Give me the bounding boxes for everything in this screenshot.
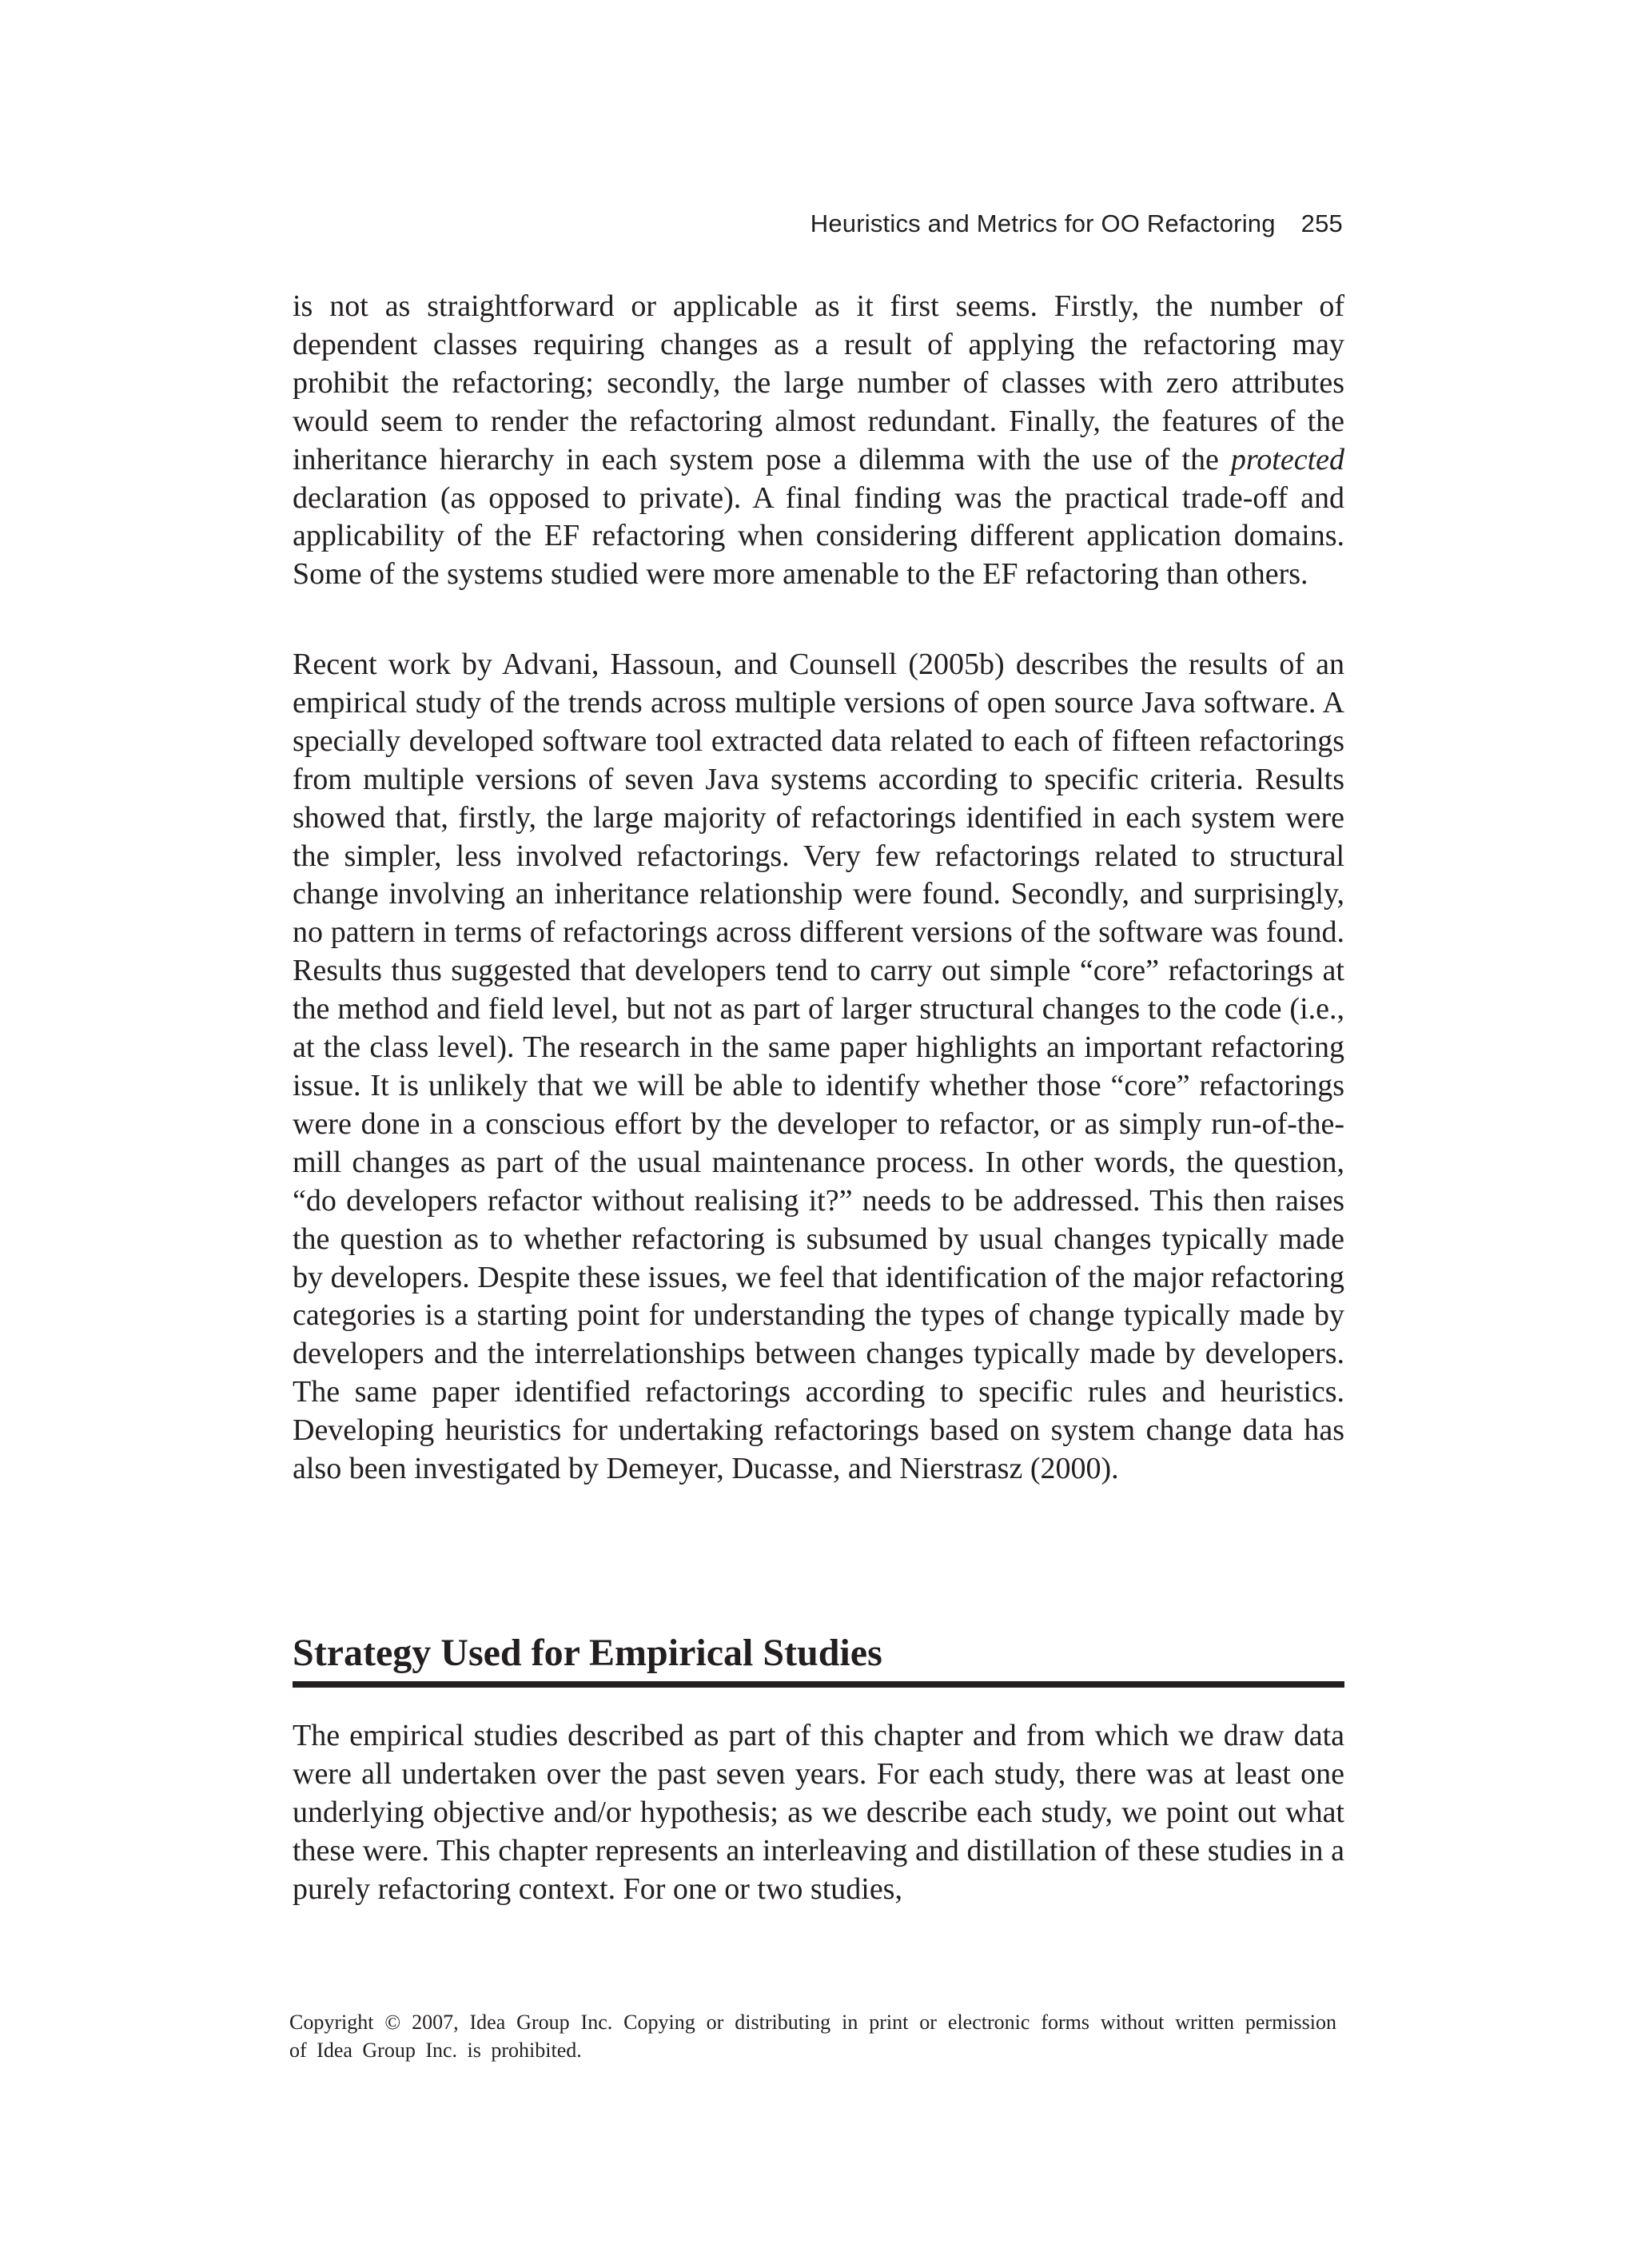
running-title: Heuristics and Metrics for OO Refactoring [810, 209, 1276, 237]
heading-underline-rule [293, 1681, 1344, 1688]
section-heading: Strategy Used for Empirical Studies [293, 1632, 882, 1674]
paragraph-text: declaration (as opposed to private). A final finding was the practical trade-off and applicability of the EF refactoring when considering different application domains. Some of the systems studied were more amenable to the EF refactoring than others. [293, 480, 1344, 592]
paragraph-text: is not as straightforward or applicable as it first seems. Firstly, the number of dependent classes requiring changes as a result of applying the refactoring may prohibit the refactoring; secondly, the large number of classes with zero attributes would seem to render the refactoring almost redundant. Finally, the features of the inheritance hierarchy in each system pose a dilemma with the use of the [293, 289, 1344, 476]
paragraph-recent-work: Recent work by Advani, Hassoun, and Counsell (2005b) describes the results of an empirical study of the trends across multiple versions of open source Java software. A specially developed software tool extracted data related to each of fifteen refactorings from multiple versions of seven Java systems according to specific criteria. Results showed that, firstly, the large majority of refactorings identified in each system were the simpler, less involved refactorings. Very few refactorings related to structural change involving an inheritance relationship were found. Secondly, and surprisingly, no pattern in terms of refactorings across different versions of the software was found. Results thus suggested that developers tend to carry out simple “core” refactorings at the method and field level, but not as part of larger structural changes to the code (i.e., at the class level). The research in the same paper highlights an important refactoring issue. It is unlikely that we will be able to identify whether those “core” refactorings were done in a conscious effort by the developer to refactor, or as simply run-of-the-mill changes as part of the usual maintenance process. In other words, the question, “do developers refactor without realising it?” needs to be addressed. This then raises the question as to whether refactoring is subsumed by usual changes typically made by developers. Despite these issues, we feel that identification of the major refactoring categories is a starting point for understanding the types of change typically made by developers and the interrelationships between changes typically made by developers. The same paper identified refactorings according to specific rules and heuristics. Developing heuristics for undertaking refactorings based on system change data has also been investigated by Demeyer, Ducasse, and Nierstrasz (2000). [293, 648, 1344, 1486]
paragraph-strategy: The empirical studies described as part of this chapter and from which we draw data were all undertaken over the past seven years. For each study, there was at least one underlying objective and/or hypothesis; as we describe each study, we point out what these were. This chapter represents an interleaving and distillation of these studies in a purely refactoring context. For one or two studies, [293, 1719, 1344, 1906]
copyright-notice [289, 2008, 1336, 2064]
copyright-text: Copyright © 2007, Idea Group Inc. Copying or distributing in print or electronic forms without written permission of Idea Group Inc. is prohibited. [289, 2011, 1336, 2062]
page-number: 255 [1300, 209, 1343, 237]
paragraph-continued [293, 288, 1344, 594]
body-text-top [293, 288, 1344, 594]
body-text-middle [293, 646, 1344, 1489]
italic-term: protected [1230, 442, 1344, 476]
body-text-bottom [293, 1717, 1344, 1909]
running-head [811, 209, 1343, 238]
